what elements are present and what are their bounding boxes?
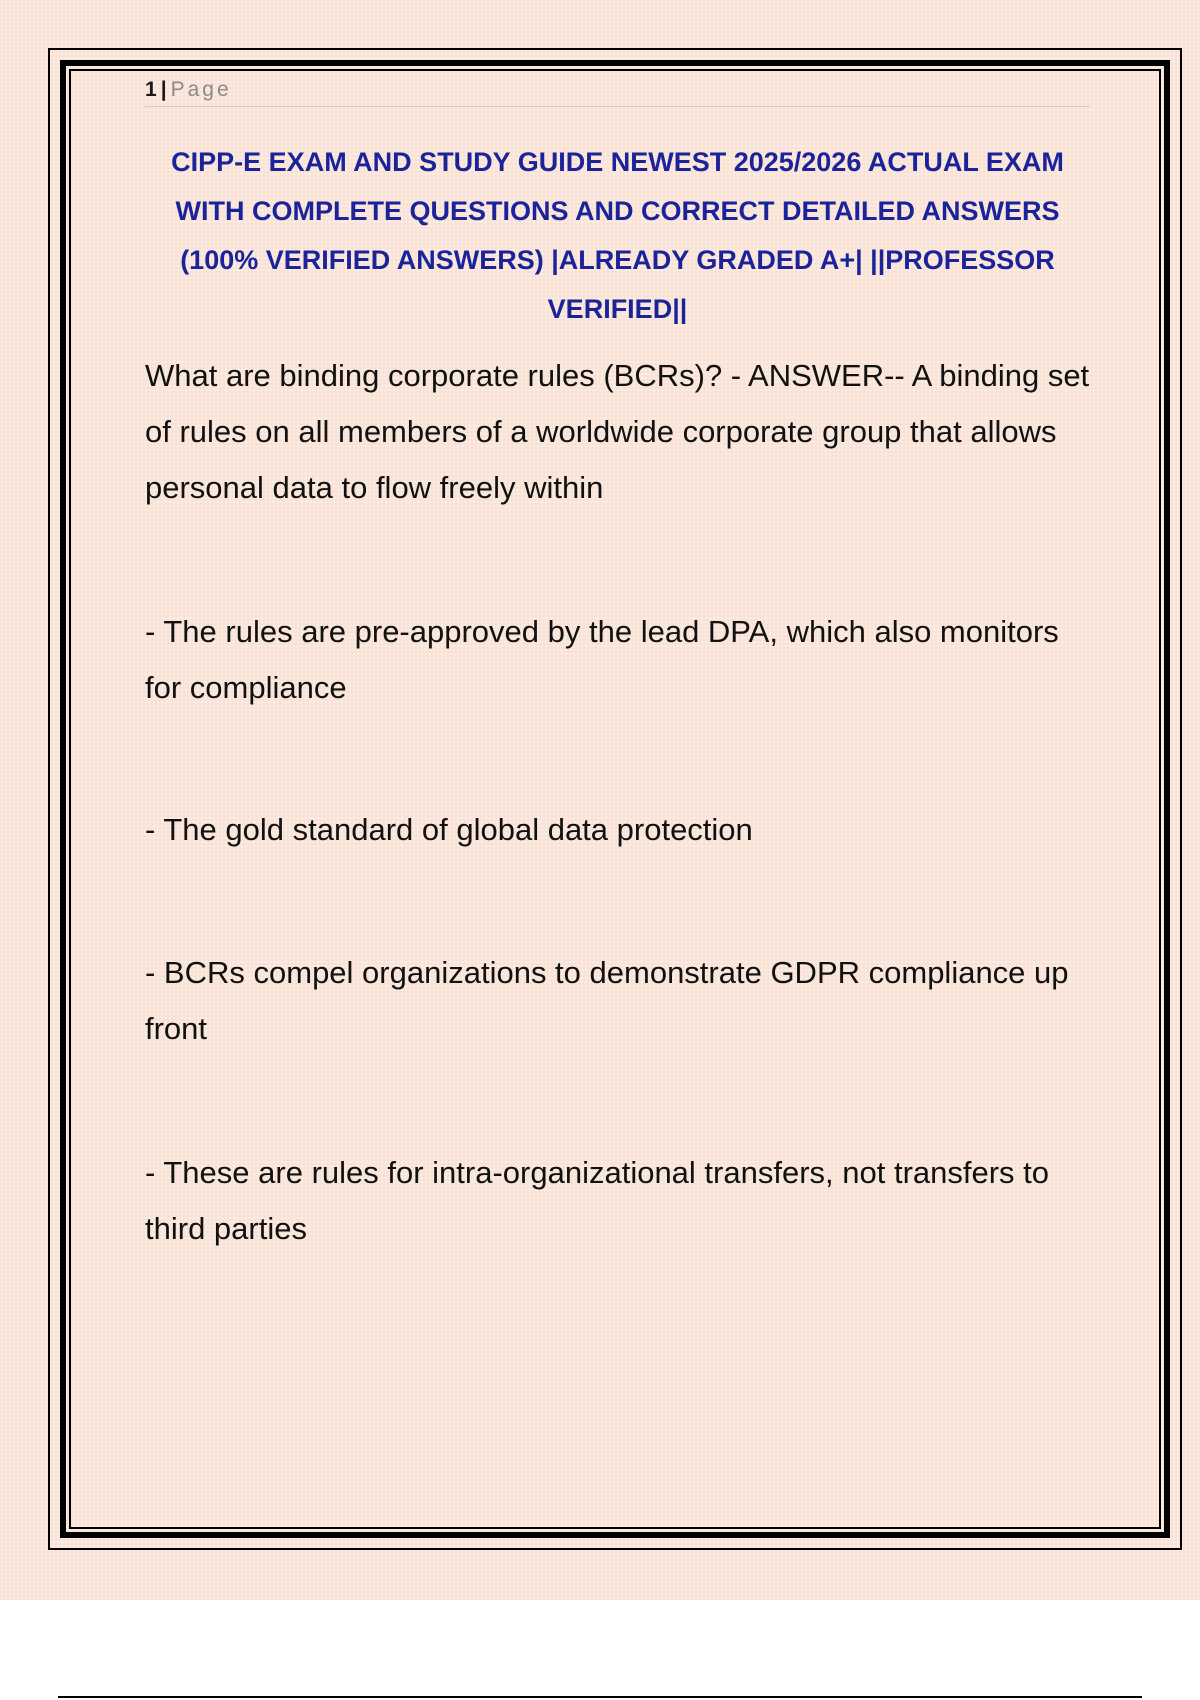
answer-point-1: - The rules are pre-approved by the lead DPA, which also monitors for compliance (145, 614, 1059, 705)
bottom-divider (58, 1696, 1142, 1698)
page-number: 1 (145, 78, 157, 101)
answer-point-2: - The gold standard of global data protection (145, 812, 753, 847)
question-answer: What are binding corporate rules (BCRs)? - ANSWER-- A binding set of rules on all members of a worldwide corporate group that allows personal data to flow freely within (145, 358, 1090, 505)
page-word: Page (170, 78, 232, 101)
answer-point-3: - BCRs compel organizations to demonstrate GDPR compliance up front (145, 955, 1069, 1046)
page-header (145, 74, 1090, 107)
page-separator: | (160, 78, 167, 101)
document-title: CIPP-E EXAM AND STUDY GUIDE NEWEST 2025/2026 ACTUAL EXAM WITH COMPLETE QUESTIONS AND CORRECT DETAILED ANSWERS (100% VERIFIED ANSWERS) |ALREADY GRADED A+| ||PROFESSOR VERIFIED|| (171, 147, 1064, 324)
answer-point-4: - These are rules for intra-organizational transfers, not transfers to third parties (145, 1155, 1050, 1246)
